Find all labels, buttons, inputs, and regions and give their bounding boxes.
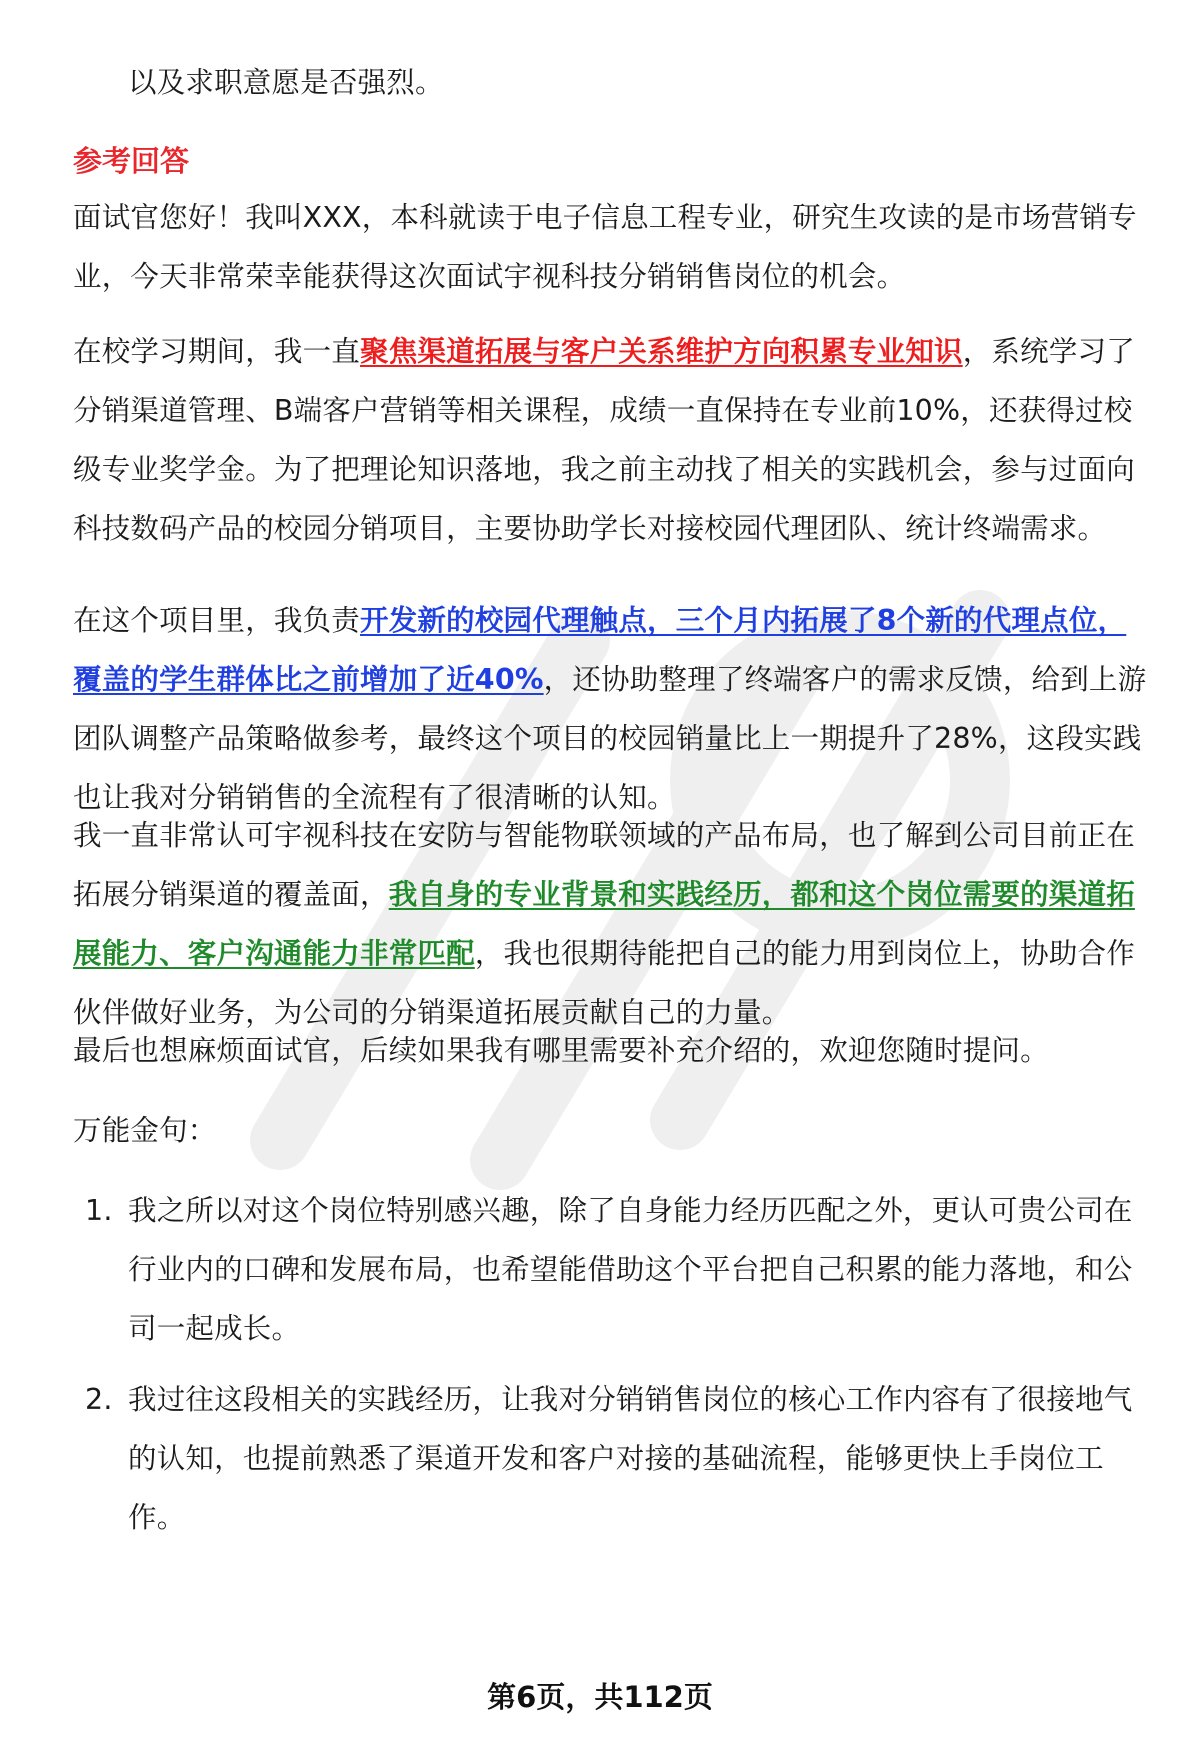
company-highlight: 我自身的专业背景和实践经历，都和这个岗位需要的渠道拓展能力、客户沟通能力非常匹配 [73, 878, 1135, 970]
golden-list [73, 1181, 1153, 1547]
list-item-number: 1. [85, 1194, 113, 1227]
list-item-number: 2. [85, 1383, 113, 1416]
company-text: 我一直非常认可宇视科技在安防与智能物联领域的产品布局，也了解到公司目前正在拓展分销渠道的覆盖面， [73, 819, 1135, 911]
company-text-cont: ，我也很期待能把自己的能力用到岗位上，协助合作伙伴做好业务，为公司的分销渠道拓展贡献自己的力量。 [73, 937, 1135, 1029]
project-highlight: 开发新的校园代理触点，三个月内拓展了8个新的代理点位，覆盖的学生群体比之前增加了近40% [73, 604, 1127, 696]
project-paragraph [73, 591, 1153, 827]
project-text-cont: ，还协助整理了终端客户的需求反馈，给到上游团队调整产品策略做参考，最终这个项目的校园销量比上一期提升了28%，这段实践也让我对分销销售的全流程有了很清晰的认知。 [73, 663, 1147, 814]
intro-continuation: 以及求职意愿是否强烈。 [128, 66, 444, 99]
study-highlight: 聚焦渠道拓展与客户关系维护方向积累专业知识 [360, 335, 963, 368]
list-item [73, 1370, 1153, 1547]
study-text: 在校学习期间，我一直 [73, 335, 361, 368]
study-text-cont: ，系统学习了分销渠道管理、B端客户营销等相关课程，成绩一直保持在专业前10%，还获得过校级专业奖学金。为了把理论知识落地，我之前主动找了相关的实践机会，参与过面向科技数码产品的校园分销项目，主要协助学长对接校园代理团队、统计终端需求。 [73, 335, 1135, 545]
greeting-paragraph: 面试官您好！我叫XXX，本科就读于电子信息工程专业，研究生攻读的是市场营销专业，今天非常荣幸能获得这次面试宇视科技分销销售岗位的机会。 [73, 201, 1137, 293]
golden-title: 万能金句： [73, 1114, 217, 1147]
list-item [73, 1181, 1153, 1358]
project-text: 在这个项目里，我负责 [73, 604, 361, 637]
list-item-text: 我之所以对这个岗位特别感兴趣，除了自身能力经历匹配之外，更认可贵公司在行业内的口碑和发展布局，也希望能借助这个平台把自己积累的能力落地，和公司一起成长。 [128, 1194, 1133, 1345]
closing-paragraph: 最后也想麻烦面试官，后续如果我有哪里需要补充介绍的，欢迎您随时提问。 [73, 1034, 1049, 1067]
list-item-text: 我过往这段相关的实践经历，让我对分销销售岗位的核心工作内容有了很接地气的认知，也提前熟悉了渠道开发和客户对接的基础流程，能够更快上手岗位工作。 [128, 1383, 1133, 1534]
study-paragraph [73, 322, 1153, 558]
section-heading: 参考回答 [73, 144, 190, 178]
page-footer: 第6页，共112页 [487, 1680, 713, 1714]
company-paragraph [73, 806, 1153, 1042]
